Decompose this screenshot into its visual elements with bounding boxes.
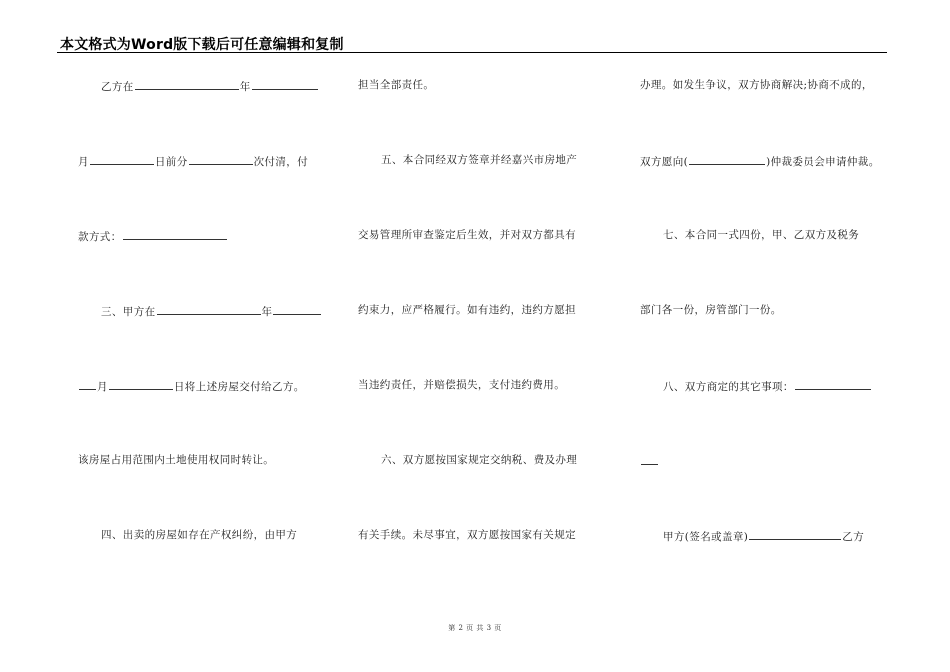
text: 月	[97, 381, 108, 393]
c1-line-2	[78, 153, 308, 169]
c2-line-7: 有关手续。未尽事宜，双方愿按国家有关规定	[358, 529, 576, 541]
text: 次付清，付	[253, 156, 309, 168]
c1-line-3	[78, 228, 228, 244]
c3-line-1: 办理。如发生争议，双方协商解决;协商不成的，	[640, 79, 873, 91]
blank-field	[123, 228, 227, 240]
blank-field	[135, 78, 239, 90]
text: 年	[239, 81, 251, 93]
document-header-title: 本文格式为Word版下载后可任意编辑和复制	[60, 37, 344, 53]
blank-field	[689, 153, 765, 165]
blank-field	[189, 153, 253, 165]
c2-line-4: 约束力，应严格履行。如有违约，违约方愿担	[358, 304, 576, 316]
text: 三、甲方在	[101, 306, 156, 318]
blank-field	[109, 378, 173, 390]
c3-line-4: 部门各一份，房管部门一份。	[640, 304, 782, 316]
c3-line-7	[640, 528, 864, 544]
text: 款方式：	[78, 231, 122, 243]
blank-field	[795, 378, 871, 390]
c2-line-6: 六、双方愿按国家规定交纳税、费及办理	[381, 454, 578, 466]
text: 月	[78, 156, 89, 168]
c1-line-1	[78, 78, 319, 94]
blank-field	[157, 303, 261, 315]
c3-line-6	[640, 453, 659, 469]
c1-line-4	[78, 303, 322, 319]
c1-line-6: 该房屋占用范围内土地使用权同时转让。	[78, 454, 275, 466]
text: 八、双方商定的其它事项：	[663, 381, 794, 393]
text: 乙方	[842, 531, 865, 543]
text: 年	[261, 306, 273, 318]
c2-line-3: 交易管理所审查鉴定后生效，并对双方都具有	[358, 229, 576, 241]
c3-line-5	[640, 378, 872, 394]
c1-line-7: 四、出卖的房屋如存在产权纠纷，由甲方	[101, 529, 298, 541]
blank-field	[273, 303, 321, 315]
text: 双方愿向(	[640, 156, 689, 168]
page-number-footer: 第 2 页 共 3 页	[448, 624, 502, 632]
blank-field	[79, 378, 96, 390]
text: 甲方(签名或盖章)	[663, 531, 749, 543]
c2-line-1: 担当全部责任。	[358, 79, 435, 91]
text: 日将上述房屋交付给乙方。	[173, 381, 305, 393]
c3-line-2	[640, 153, 880, 169]
c2-line-2: 五、本合同经双方签章并经嘉兴市房地产	[381, 154, 578, 166]
blank-field	[90, 153, 154, 165]
c1-line-5	[78, 378, 305, 394]
blank-field	[252, 78, 318, 90]
blank-field	[749, 528, 841, 540]
blank-field	[641, 453, 658, 465]
text: 乙方在	[101, 81, 134, 93]
c2-line-5: 当违约责任，并赔偿损失，支付违约费用。	[358, 379, 566, 391]
c3-line-3: 七、本合同一式四份，甲、乙双方及税务	[663, 229, 860, 241]
text: 日前分	[154, 156, 188, 168]
text: )仲裁委员会申请仲裁。	[766, 156, 880, 168]
header-divider	[57, 52, 887, 53]
